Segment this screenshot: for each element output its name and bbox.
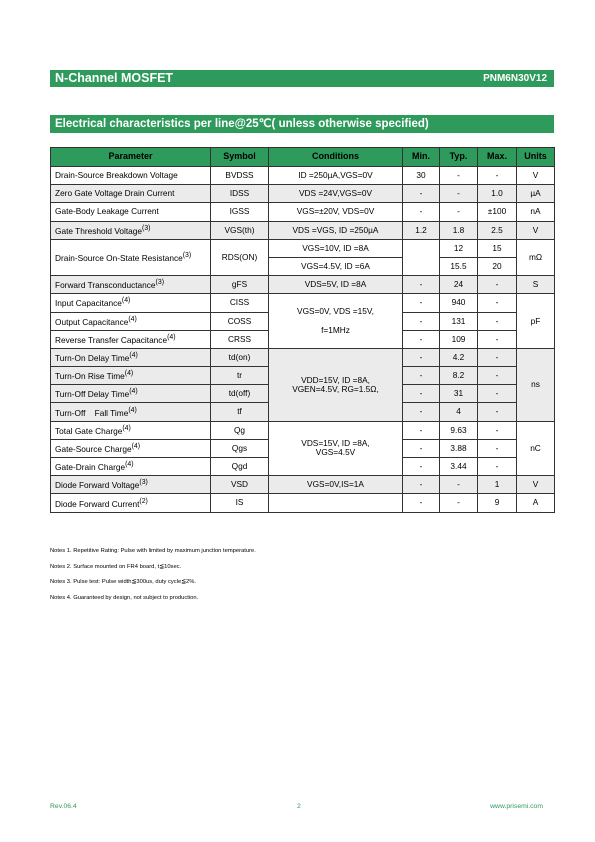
table-row [51, 239, 555, 257]
note-ref: (4) [122, 424, 131, 432]
table-row [51, 167, 555, 185]
unit-cell: pF [517, 294, 555, 349]
table-row [51, 185, 555, 203]
max-cell: - [478, 421, 517, 439]
param-cell [51, 221, 211, 239]
param-cell [51, 403, 211, 421]
footer-page-number: 2 [297, 803, 301, 810]
note-ref: (4) [129, 352, 138, 360]
symbol-cell: td(on) [211, 348, 269, 366]
param-label: Drain-Source On-State Resistance [55, 252, 183, 263]
typ-cell: 4 [440, 403, 478, 421]
param-cell [51, 385, 211, 403]
typ-cell: 9.63 [440, 421, 478, 439]
col-header-max: Max. [478, 148, 517, 167]
param-label: Gate-Source Charge [55, 443, 132, 454]
col-header-units: Units [517, 148, 555, 167]
min-cell: - [403, 348, 440, 366]
param-cell [51, 330, 211, 348]
condition-line: VDD=15V, ID =8A, [301, 374, 370, 385]
table-row [51, 276, 555, 294]
condition-cell: VGS=±20V, VDS=0V [269, 203, 403, 221]
typ-cell: - [440, 167, 478, 185]
min-cell: - [403, 294, 440, 312]
table-row [51, 294, 555, 312]
param-label: Input Capacitance [55, 298, 122, 309]
symbol-cell: CISS [211, 294, 269, 312]
param-cell [51, 276, 211, 294]
condition-cell [269, 494, 403, 512]
min-cell: - [403, 330, 440, 348]
typ-cell: 24 [440, 276, 478, 294]
typ-cell: 109 [440, 330, 478, 348]
min-cell: - [403, 458, 440, 476]
electrical-characteristics-table [50, 147, 555, 513]
max-cell: - [478, 348, 517, 366]
symbol-cell: VGS(th) [211, 221, 269, 239]
typ-cell: 940 [440, 294, 478, 312]
typ-cell: - [440, 203, 478, 221]
typ-cell: 4.2 [440, 348, 478, 366]
condition-line: VDS=15V, ID =8A, [301, 438, 370, 449]
note-ref: (3) [139, 479, 148, 487]
note-ref: (4) [129, 388, 138, 396]
max-cell: - [478, 403, 517, 421]
col-header-symbol: Symbol [211, 148, 269, 167]
note-ref: (4) [128, 406, 137, 414]
param-label: Forward Transconductance [55, 280, 156, 291]
typ-cell: 131 [440, 312, 478, 330]
param-label: Turn-On Rise Time [55, 370, 125, 381]
max-cell: - [478, 439, 517, 457]
condition-cell: ID =250µA,VGS=0V [269, 167, 403, 185]
param-label: Turn-Off Fall Time [55, 407, 129, 418]
param-label: Output Capacitance [55, 316, 129, 327]
param-label: Diode Forward Current [55, 498, 140, 509]
param-cell [51, 203, 211, 221]
max-cell: 20 [478, 257, 517, 275]
param-label: Turn-On Delay Time [55, 352, 130, 363]
condition-cell: VGS=0V,IS=1A [269, 476, 403, 494]
note-ref: (2) [139, 497, 148, 505]
max-cell: 1 [478, 476, 517, 494]
note-4: Notes 4. Guaranteed by design, not subject to production. [50, 594, 199, 601]
table-row [51, 494, 555, 512]
table-row [51, 221, 555, 239]
condition-line: f=1MHz [321, 324, 350, 335]
note-ref: (4) [125, 461, 134, 469]
max-cell: - [478, 294, 517, 312]
condition-cell [269, 348, 403, 421]
typ-cell: 3.44 [440, 458, 478, 476]
symbol-cell: td(off) [211, 385, 269, 403]
min-cell: 30 [403, 167, 440, 185]
param-cell [51, 185, 211, 203]
unit-cell: ns [517, 348, 555, 421]
table-row [51, 476, 555, 494]
param-cell [51, 439, 211, 457]
typ-cell: 31 [440, 385, 478, 403]
param-cell [51, 494, 211, 512]
min-cell: - [403, 403, 440, 421]
table-row [51, 348, 555, 366]
notes-section [50, 547, 256, 609]
symbol-cell: tf [211, 403, 269, 421]
symbol-cell: Qgs [211, 439, 269, 457]
condition-line: VGS=4.5V [315, 447, 356, 458]
unit-cell: mΩ [517, 239, 555, 275]
col-header-conditions: Conditions [269, 148, 403, 167]
footer-website-link[interactable]: www.prisemi.com [490, 803, 543, 810]
param-cell [51, 167, 211, 185]
note-ref: (4) [124, 370, 134, 378]
max-cell: - [478, 312, 517, 330]
min-cell: - [403, 185, 440, 203]
note-ref: (4) [167, 333, 176, 341]
symbol-cell: gFS [211, 276, 269, 294]
footer-revision: Rev.06.4 [50, 803, 77, 810]
min-cell: - [403, 367, 440, 385]
max-cell: 1.0 [478, 185, 517, 203]
param-cell [51, 294, 211, 312]
symbol-cell: IDSS [211, 185, 269, 203]
note-2: Notes 2. Surface mounted on FR4 board, t≦10sec. [50, 563, 182, 570]
document-title: N-Channel MOSFET [55, 71, 174, 85]
typ-cell: 8.2 [440, 367, 478, 385]
symbol-cell: BVDSS [211, 167, 269, 185]
symbol-cell: tr [211, 367, 269, 385]
max-cell: - [478, 167, 517, 185]
param-label: Diode Forward Voltage [55, 480, 140, 491]
max-cell: 2.5 [478, 221, 517, 239]
section-title: Electrical characteristics per line@25℃( unless otherwise specified) [50, 115, 554, 133]
unit-cell: nA [517, 203, 555, 221]
col-header-parameter: Parameter [51, 148, 211, 167]
typ-cell: 1.8 [440, 221, 478, 239]
min-cell [403, 239, 440, 275]
symbol-cell: IGSS [211, 203, 269, 221]
param-cell [51, 348, 211, 366]
symbol-cell: Qgd [211, 458, 269, 476]
param-label: Reverse Transfer Capacitance [55, 334, 168, 345]
symbol-cell: RDS(ON) [211, 239, 269, 275]
unit-cell: nC [517, 421, 555, 476]
param-cell [51, 239, 211, 275]
max-cell: - [478, 385, 517, 403]
note-ref: (3) [142, 224, 151, 232]
max-cell: - [478, 458, 517, 476]
condition-line: VGS=0V, VDS =15V, [297, 306, 374, 317]
unit-cell: V [517, 221, 555, 239]
param-cell [51, 421, 211, 439]
note-ref: (4) [121, 297, 131, 305]
note-ref: (3) [182, 251, 192, 259]
unit-cell: µA [517, 185, 555, 203]
symbol-cell: VSD [211, 476, 269, 494]
param-cell [51, 458, 211, 476]
part-number: PNM6N30V12 [483, 73, 547, 84]
unit-cell: S [517, 276, 555, 294]
param-cell [51, 367, 211, 385]
symbol-cell: CRSS [211, 330, 269, 348]
min-cell: - [403, 494, 440, 512]
note-3: Notes 3. Pulse test: Pulse width≦300us, duty cycle≦2%. [50, 579, 197, 585]
condition-cell: VDS=5V, ID =8A [269, 276, 403, 294]
typ-cell: - [440, 185, 478, 203]
param-label: Zero Gate Voltage Drain Current [55, 188, 175, 199]
col-header-typ: Typ. [440, 148, 478, 167]
typ-cell: 12 [440, 239, 478, 257]
note-ref: (4) [128, 315, 137, 323]
symbol-cell: COSS [211, 312, 269, 330]
document-header-bar [50, 70, 554, 87]
max-cell: - [478, 367, 517, 385]
param-label: Gate Threshold Voltage [55, 225, 143, 236]
note-ref: (3) [155, 279, 164, 287]
param-label: Gate-Body Leakage Current [55, 206, 159, 217]
min-cell: - [403, 476, 440, 494]
condition-cell: VDS =24V,VGS=0V [269, 185, 403, 203]
param-label: Drain-Source Breakdown Voltage [55, 170, 178, 181]
typ-cell: 3.88 [440, 439, 478, 457]
min-cell: - [403, 276, 440, 294]
max-cell: 15 [478, 239, 517, 257]
unit-cell: A [517, 494, 555, 512]
min-cell: - [403, 439, 440, 457]
max-cell: - [478, 276, 517, 294]
condition-cell: VGS=4.5V, ID =6A [269, 257, 403, 275]
symbol-cell: Qg [211, 421, 269, 439]
param-cell [51, 312, 211, 330]
param-label: Turn-Off Delay Time [55, 389, 130, 400]
param-cell [51, 476, 211, 494]
table-row [51, 203, 555, 221]
symbol-cell: IS [211, 494, 269, 512]
min-cell: - [403, 421, 440, 439]
max-cell: - [478, 330, 517, 348]
param-label: Gate-Drain Charge [55, 461, 126, 472]
min-cell: - [403, 312, 440, 330]
condition-cell: VGS=10V, ID =8A [269, 239, 403, 257]
min-cell: - [403, 203, 440, 221]
condition-cell: VDS =VGS, ID =250µA [269, 221, 403, 239]
condition-line: VGEN=4.5V, RG=1.5Ω, [292, 383, 379, 394]
param-label: Total Gate Charge [55, 425, 123, 436]
col-header-min: Min. [403, 148, 440, 167]
typ-cell: 15.5 [440, 257, 478, 275]
note-1: Notes 1. Repetitive Rating: Pulse with limited by maximum junction temperature. [50, 548, 256, 554]
max-cell: ±100 [478, 203, 517, 221]
table-row [51, 421, 555, 439]
typ-cell: - [440, 476, 478, 494]
condition-cell [269, 421, 403, 476]
typ-cell: - [440, 494, 478, 512]
max-cell: 9 [478, 494, 517, 512]
unit-cell: V [517, 476, 555, 494]
min-cell: 1.2 [403, 221, 440, 239]
condition-cell [269, 294, 403, 349]
min-cell: - [403, 385, 440, 403]
note-ref: (4) [131, 442, 141, 450]
table-header-row [51, 148, 555, 167]
unit-cell: V [517, 167, 555, 185]
